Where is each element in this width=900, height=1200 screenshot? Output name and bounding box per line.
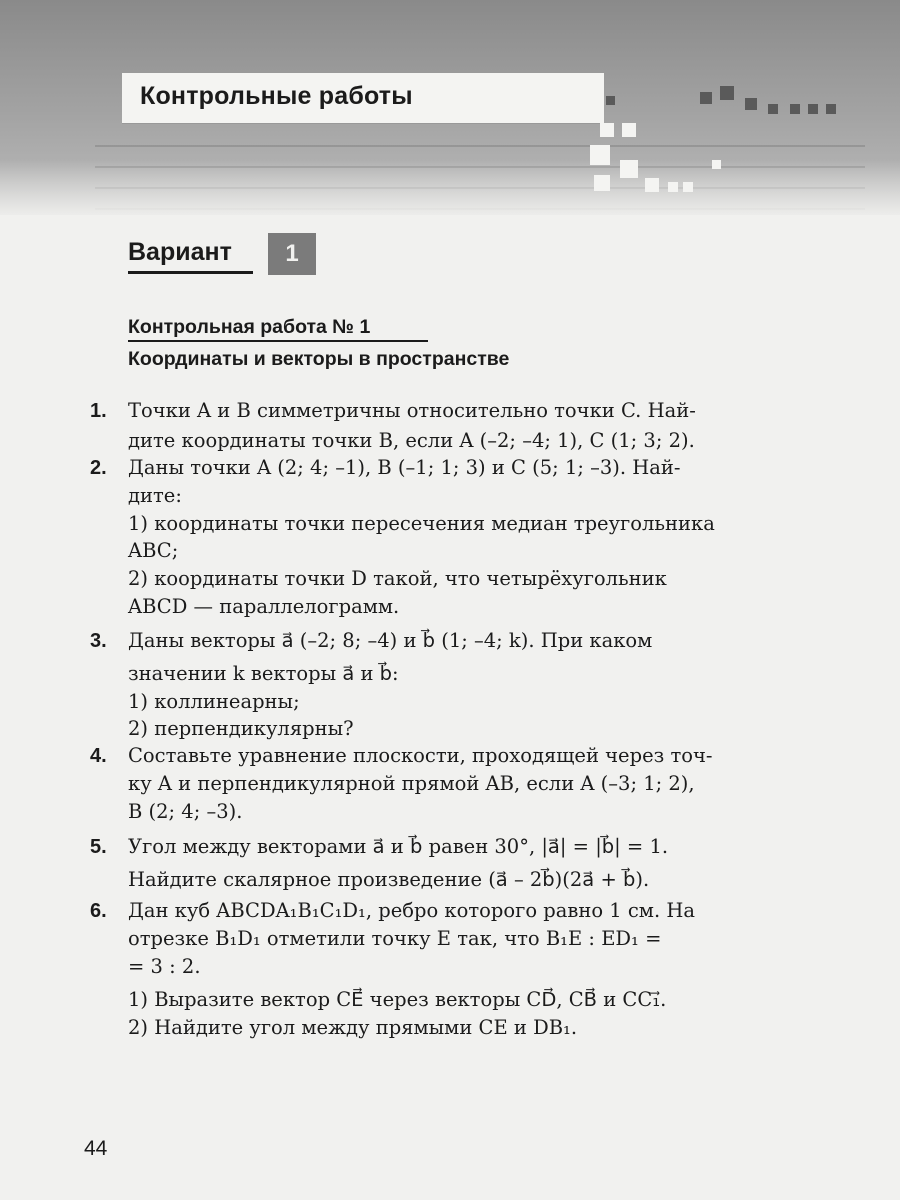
task-line: 1) коллинеарны;: [128, 690, 300, 713]
pixel-decoration: [700, 92, 712, 104]
task-line: = 3 : 2.: [128, 955, 201, 978]
page-number: 44: [84, 1137, 108, 1160]
pixel-decoration: [668, 182, 678, 192]
pixel-decoration: [606, 96, 615, 105]
section-title-box: [122, 73, 604, 123]
task-line: 2) Найдите угол между прямыми CE и DB₁.: [128, 1016, 578, 1039]
task-line: значении k векторы a⃗ и b⃗:: [128, 662, 399, 685]
variant-label: Вариант: [128, 238, 232, 266]
task-line: дите координаты точки B, если A (–2; –4; 1), C (1; 3; 2).: [128, 429, 695, 452]
pixel-decoration: [720, 86, 734, 100]
task-line: 2) координаты точки D такой, что четырёхугольник: [128, 567, 667, 590]
task-line: Найдите скалярное произведение (a⃗ – 2b⃗)(2a⃗ + b⃗).: [128, 868, 650, 891]
task-line: отрезке B₁D₁ отметили точку E так, что B₁E : ED₁ =: [128, 927, 662, 950]
section-title: Контрольные работы: [140, 82, 413, 110]
work-title-underline: [128, 340, 428, 342]
variant-number-badge: 1: [268, 233, 316, 275]
task-number: 4.: [90, 745, 107, 767]
task-number: 2.: [90, 457, 107, 479]
task-line: Даны векторы a⃗ (–2; 8; –4) и b⃗ (1; –4; k). При каком: [128, 629, 653, 652]
pixel-decoration: [808, 104, 818, 114]
pixel-decoration: [600, 123, 614, 137]
pixel-decoration: [768, 104, 778, 114]
pixel-decoration: [712, 160, 721, 169]
pixel-decoration: [594, 175, 610, 191]
work-topic: Координаты и векторы в пространстве: [128, 348, 510, 370]
pixel-decoration: [745, 98, 757, 110]
task-line: 1) Выразите вектор CE⃗ через векторы CD⃗, CB⃗ и CC₁⃗.: [128, 988, 667, 1011]
pixel-decoration: [622, 123, 636, 137]
task-line: 2) перпендикулярны?: [128, 717, 354, 740]
task-line: ABCD — параллелограмм.: [128, 595, 400, 618]
task-line: Составьте уравнение плоскости, проходящей через точ-: [128, 744, 713, 767]
pixel-decoration: [790, 104, 800, 114]
task-number: 1.: [90, 400, 107, 422]
task-line: 1) координаты точки пересечения медиан треугольника: [128, 512, 715, 535]
task-line: ку A и перпендикулярной прямой AB, если A (–3; 1; 2),: [128, 772, 695, 795]
pixel-decoration: [683, 182, 693, 192]
task-number: 6.: [90, 900, 107, 922]
task-line: ABC;: [128, 539, 179, 562]
task-number: 5.: [90, 836, 107, 858]
pixel-decoration: [620, 160, 638, 178]
task-number: 3.: [90, 630, 107, 652]
pixel-decoration: [590, 145, 610, 165]
task-line: дите:: [128, 484, 182, 507]
work-title: Контрольная работа № 1: [128, 316, 371, 338]
pixel-decoration: [826, 104, 836, 114]
task-line: B (2; 4; –3).: [128, 800, 243, 823]
pixel-decoration: [645, 178, 659, 192]
task-line: Даны точки A (2; 4; –1), B (–1; 1; 3) и C (5; 1; –3). Най-: [128, 456, 681, 479]
variant-underline: [128, 271, 253, 274]
header-fade: [0, 160, 900, 220]
task-line: Угол между векторами a⃗ и b⃗ равен 30°, |a⃗| = |b⃗| = 1.: [128, 835, 669, 858]
task-line: Дан куб ABCDA₁B₁C₁D₁, ребро которого равно 1 см. На: [128, 899, 695, 922]
task-line: Точки A и B симметричны относительно точки C. Най-: [128, 399, 696, 422]
